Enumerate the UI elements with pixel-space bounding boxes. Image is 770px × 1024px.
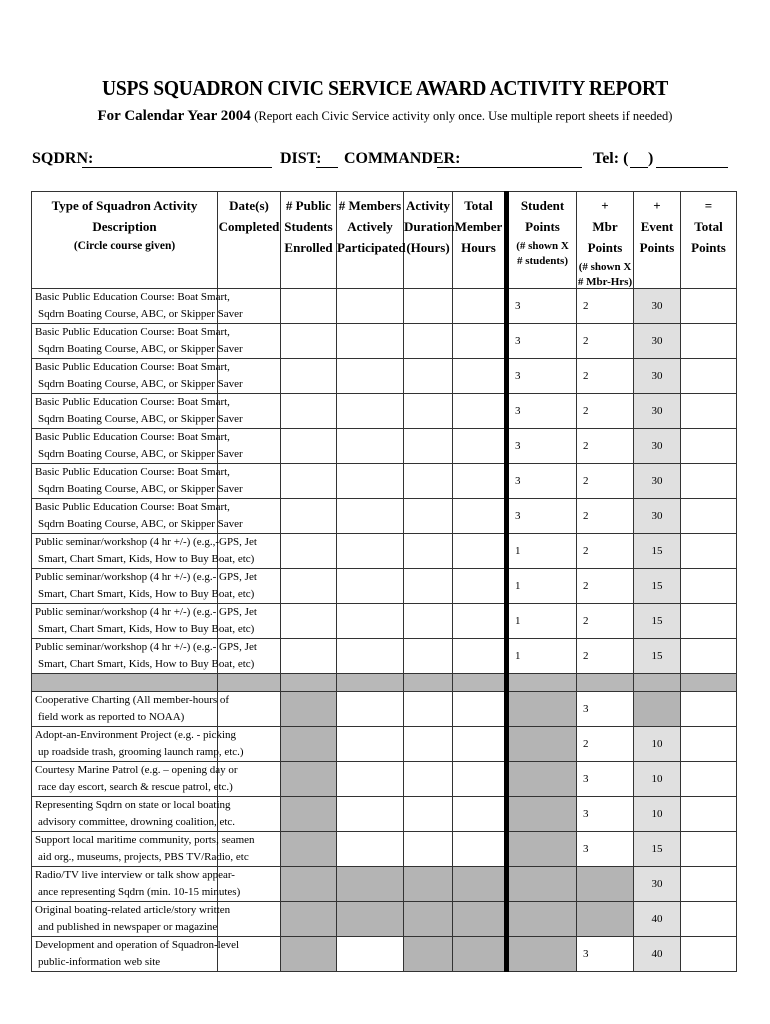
student-points-cell (507, 762, 577, 797)
sqdrn-label: SQDRN: (32, 150, 94, 167)
activity-row (32, 324, 737, 359)
total-points-cell[interactable] (681, 464, 737, 499)
member-hours-cell[interactable] (453, 639, 507, 674)
event-points-cell: 15 (634, 832, 681, 867)
public-students-cell[interactable] (281, 464, 337, 499)
members-participated-cell[interactable] (337, 464, 404, 499)
student-points-cell: 3 (507, 429, 577, 464)
activity-description: Basic Public Education Course: Boat Smart, Sqdrn Boating Course, ABC, or Skipper Saver (32, 464, 218, 499)
members-participated-cell[interactable] (337, 727, 404, 762)
student-points-cell: 1 (507, 569, 577, 604)
activity-duration-cell[interactable] (404, 762, 453, 797)
member-points-cell: 2 (577, 604, 634, 639)
event-points-cell: 40 (634, 937, 681, 972)
student-points-cell: 3 (507, 359, 577, 394)
event-points-cell: 30 (634, 867, 681, 902)
activity-duration-cell[interactable] (404, 639, 453, 674)
event-points-cell: 30 (634, 359, 681, 394)
activity-row (32, 639, 737, 674)
public-students-cell (281, 902, 337, 937)
tel-area-code-field[interactable] (630, 167, 648, 168)
activity-row (32, 692, 737, 727)
activity-description: Radio/TV live interview or talk show appear- ance representing Sqdrn (min. 10-15 minutes) (32, 867, 218, 902)
activity-duration-cell[interactable] (404, 464, 453, 499)
total-points-cell[interactable] (681, 692, 737, 727)
member-points-cell: 3 (577, 762, 634, 797)
student-points-cell (507, 902, 577, 937)
total-points-cell[interactable] (681, 832, 737, 867)
col-activity-duration: Activity Duration (Hours) (404, 192, 453, 289)
public-students-cell[interactable] (281, 324, 337, 359)
member-hours-cell[interactable] (453, 289, 507, 324)
public-students-cell[interactable] (281, 604, 337, 639)
student-points-cell (507, 727, 577, 762)
member-points-cell: 2 (577, 324, 634, 359)
members-participated-cell[interactable] (337, 762, 404, 797)
total-points-cell[interactable] (681, 534, 737, 569)
event-points-cell: 10 (634, 762, 681, 797)
event-points-cell: 10 (634, 727, 681, 762)
public-students-cell[interactable] (281, 289, 337, 324)
student-points-cell: 3 (507, 289, 577, 324)
total-points-cell[interactable] (681, 289, 737, 324)
student-points-cell: 1 (507, 534, 577, 569)
public-students-cell (281, 762, 337, 797)
activity-description: Support local maritime community, ports, seamen aid org., museums, projects, PBS TV/Radio, etc (32, 832, 218, 867)
event-points-cell: 15 (634, 569, 681, 604)
total-points-cell[interactable] (681, 429, 737, 464)
members-participated-cell[interactable] (337, 692, 404, 727)
member-points-cell: 3 (577, 937, 634, 972)
activity-duration-cell[interactable] (404, 832, 453, 867)
member-hours-cell[interactable] (453, 692, 507, 727)
col-activity-description: Type of Squadron Activity Description (Circle course given) (32, 192, 218, 289)
event-points-cell: 15 (634, 604, 681, 639)
event-points-cell: 15 (634, 534, 681, 569)
dist-field[interactable] (316, 167, 338, 168)
total-points-cell[interactable] (681, 569, 737, 604)
activity-duration-cell[interactable] (404, 534, 453, 569)
member-points-cell: 2 (577, 359, 634, 394)
public-students-cell (281, 867, 337, 902)
event-points-cell: 30 (634, 499, 681, 534)
col-member-points: + Mbr Points (# shown X # Mbr-Hrs) (577, 192, 634, 289)
report-title: USPS SQUADRON CIVIC SERVICE AWARD ACTIVITY REPORT (102, 76, 668, 100)
member-points-cell: 2 (577, 727, 634, 762)
total-points-cell[interactable] (681, 604, 737, 639)
public-students-cell (281, 692, 337, 727)
activity-description: Basic Public Education Course: Boat Smart, Sqdrn Boating Course, ABC, or Skipper Saver (32, 289, 218, 324)
member-points-cell: 2 (577, 639, 634, 674)
activity-duration-cell[interactable] (404, 359, 453, 394)
activity-duration-cell (404, 902, 453, 937)
event-points-cell: 15 (634, 639, 681, 674)
activity-row (32, 902, 737, 937)
event-points-cell: 30 (634, 429, 681, 464)
member-hours-cell[interactable] (453, 604, 507, 639)
public-students-cell[interactable] (281, 394, 337, 429)
activity-duration-cell[interactable] (404, 604, 453, 639)
event-points-cell: 30 (634, 324, 681, 359)
members-participated-cell (337, 867, 404, 902)
activity-duration-cell (404, 867, 453, 902)
public-students-cell (281, 797, 337, 832)
dist-label: DIST: (280, 150, 322, 167)
commander-label: COMMANDER: (344, 150, 461, 167)
activity-row (32, 569, 737, 604)
members-participated-cell[interactable] (337, 797, 404, 832)
event-points-cell (634, 692, 681, 727)
col-event-points: + Event Points (634, 192, 681, 289)
activity-duration-cell[interactable] (404, 797, 453, 832)
activity-description: Cooperative Charting (All member-hours of field work as reported to NOAA) (32, 692, 218, 727)
student-points-cell: 3 (507, 394, 577, 429)
member-points-cell: 2 (577, 429, 634, 464)
public-students-cell[interactable] (281, 359, 337, 394)
activity-description: Adopt-an-Environment Project (e.g. - picking up roadside trash, grooming launch ramp, etc.) (32, 727, 218, 762)
public-students-cell[interactable] (281, 499, 337, 534)
members-participated-cell (337, 902, 404, 937)
activity-row (32, 464, 737, 499)
activity-description: Public seminar/workshop (4 hr +/-) (e.g.- GPS, Jet Smart, Chart Smart, Kids, How to Buy Boat, etc) (32, 639, 218, 674)
member-hours-cell[interactable] (453, 569, 507, 604)
col-public-students: # Public Students Enrolled (281, 192, 337, 289)
activity-duration-cell[interactable] (404, 569, 453, 604)
member-hours-cell[interactable] (453, 534, 507, 569)
event-points-cell: 30 (634, 464, 681, 499)
activity-row (32, 499, 737, 534)
member-points-cell: 3 (577, 797, 634, 832)
student-points-cell: 3 (507, 499, 577, 534)
total-points-cell[interactable] (681, 727, 737, 762)
student-points-cell (507, 937, 577, 972)
public-students-cell[interactable] (281, 569, 337, 604)
event-points-cell: 30 (634, 289, 681, 324)
report-subtitle (0, 108, 770, 125)
activity-report-table (31, 191, 737, 972)
activity-row (32, 832, 737, 867)
student-points-cell: 1 (507, 639, 577, 674)
activity-duration-cell[interactable] (404, 692, 453, 727)
total-points-cell[interactable] (681, 902, 737, 937)
public-students-cell (281, 727, 337, 762)
member-hours-cell[interactable] (453, 499, 507, 534)
total-points-cell[interactable] (681, 797, 737, 832)
tel-close-paren: ) (648, 150, 654, 167)
public-students-cell (281, 832, 337, 867)
col-total-points: = Total Points (681, 192, 737, 289)
member-hours-cell (453, 867, 507, 902)
activity-row (32, 762, 737, 797)
activity-row (32, 604, 737, 639)
members-participated-cell[interactable] (337, 832, 404, 867)
activity-row (32, 429, 737, 464)
activity-description: Basic Public Education Course: Boat Smart, Sqdrn Boating Course, ABC, or Skipper Saver (32, 359, 218, 394)
activity-description: Public seminar/workshop (4 hr +/-) (e.g.,-GPS, Jet Smart, Chart Smart, Kids, How to Buy Boat, etc) (32, 534, 218, 569)
sqdrn-field[interactable] (82, 167, 272, 168)
public-students-cell (281, 937, 337, 972)
members-participated-cell[interactable] (337, 289, 404, 324)
public-students-cell[interactable] (281, 639, 337, 674)
activity-description: Public seminar/workshop (4 hr +/-) (e.g.- GPS, Jet Smart, Chart Smart, Kids, How to Buy Boat, etc) (32, 569, 218, 604)
activity-description: Basic Public Education Course: Boat Smart, Sqdrn Boating Course, ABC, or Skipper Saver (32, 394, 218, 429)
activity-duration-cell[interactable] (404, 429, 453, 464)
member-hours-cell[interactable] (453, 394, 507, 429)
member-points-cell: 3 (577, 832, 634, 867)
members-participated-cell[interactable] (337, 569, 404, 604)
member-hours-cell[interactable] (453, 762, 507, 797)
members-participated-cell[interactable] (337, 604, 404, 639)
student-points-cell: 3 (507, 464, 577, 499)
calendar-year-label: For Calendar Year 2004 (97, 108, 251, 124)
student-points-cell (507, 692, 577, 727)
activity-row (32, 937, 737, 972)
member-hours-cell (453, 902, 507, 937)
report-instructions: (Report each Civic Service activity only once. Use multiple report sheets if needed) (254, 109, 673, 123)
activity-row (32, 289, 737, 324)
column-header-row (32, 192, 737, 289)
members-participated-cell[interactable] (337, 324, 404, 359)
activity-row (32, 534, 737, 569)
student-points-cell: 1 (507, 604, 577, 639)
event-points-cell: 40 (634, 902, 681, 937)
activity-row (32, 727, 737, 762)
activity-description: Development and operation of Squadron-level public-information web site (32, 937, 218, 972)
members-participated-cell[interactable] (337, 534, 404, 569)
event-points-cell: 10 (634, 797, 681, 832)
activity-description: Public seminar/workshop (4 hr +/-) (e.g.- GPS, Jet Smart, Chart Smart, Kids, How to Buy Boat, etc) (32, 604, 218, 639)
tel-number-field[interactable] (656, 167, 728, 168)
member-points-cell: 2 (577, 394, 634, 429)
activity-description: Original boating-related article/story written and published in newspaper or magazine (32, 902, 218, 937)
member-hours-cell[interactable] (453, 832, 507, 867)
member-points-cell: 2 (577, 499, 634, 534)
student-points-cell (507, 797, 577, 832)
activity-duration-cell[interactable] (404, 727, 453, 762)
member-points-cell: 2 (577, 289, 634, 324)
student-points-cell: 3 (507, 324, 577, 359)
activity-description: Basic Public Education Course: Boat Smart, Sqdrn Boating Course, ABC, or Skipper Saver (32, 324, 218, 359)
total-points-cell[interactable] (681, 867, 737, 902)
total-points-cell[interactable] (681, 394, 737, 429)
section-separator-row (32, 674, 737, 692)
student-points-cell (507, 867, 577, 902)
event-points-cell: 30 (634, 394, 681, 429)
total-points-cell[interactable] (681, 762, 737, 797)
public-students-cell[interactable] (281, 534, 337, 569)
members-participated-cell[interactable] (337, 394, 404, 429)
members-participated-cell[interactable] (337, 639, 404, 674)
members-participated-cell[interactable] (337, 937, 404, 972)
activity-duration-cell (404, 937, 453, 972)
activity-description: Basic Public Education Course: Boat Smart, Sqdrn Boating Course, ABC, or Skipper Saver (32, 499, 218, 534)
member-hours-cell[interactable] (453, 797, 507, 832)
activity-duration-cell[interactable] (404, 324, 453, 359)
member-hours-cell[interactable] (453, 324, 507, 359)
member-points-cell: 2 (577, 534, 634, 569)
member-hours-cell[interactable] (453, 727, 507, 762)
activity-row (32, 394, 737, 429)
member-points-cell: 2 (577, 569, 634, 604)
activity-duration-cell[interactable] (404, 394, 453, 429)
student-points-cell (507, 832, 577, 867)
activity-duration-cell[interactable] (404, 499, 453, 534)
col-student-points: Student Points (# shown X # students) (507, 192, 577, 289)
member-points-cell (577, 902, 634, 937)
total-points-cell[interactable] (681, 324, 737, 359)
total-points-cell[interactable] (681, 937, 737, 972)
total-points-cell[interactable] (681, 499, 737, 534)
activity-row (32, 867, 737, 902)
member-hours-cell[interactable] (453, 429, 507, 464)
member-hours-cell[interactable] (453, 359, 507, 394)
commander-field[interactable] (437, 167, 582, 168)
public-students-cell[interactable] (281, 429, 337, 464)
member-hours-cell[interactable] (453, 464, 507, 499)
col-total-member-hours: Total Member Hours (453, 192, 507, 289)
members-participated-cell[interactable] (337, 429, 404, 464)
total-points-cell[interactable] (681, 639, 737, 674)
activity-row (32, 359, 737, 394)
activity-description: Basic Public Education Course: Boat Smart, Sqdrn Boating Course, ABC, or Skipper Saver (32, 429, 218, 464)
squadron-info-line (32, 150, 738, 170)
members-participated-cell[interactable] (337, 499, 404, 534)
member-hours-cell (453, 937, 507, 972)
activity-duration-cell[interactable] (404, 289, 453, 324)
col-members-participated: # Members Actively Participated (337, 192, 404, 289)
activity-row (32, 797, 737, 832)
col-dates-completed: Date(s) Completed (218, 192, 281, 289)
member-points-cell: 2 (577, 464, 634, 499)
member-points-cell (577, 867, 634, 902)
members-participated-cell[interactable] (337, 359, 404, 394)
member-points-cell: 3 (577, 692, 634, 727)
activity-description: Courtesy Marine Patrol (e.g. – opening day or race day escort, search & rescue patrol, etc.) (32, 762, 218, 797)
total-points-cell[interactable] (681, 359, 737, 394)
tel-label: Tel: ( (593, 150, 629, 167)
activity-description: Representing Sqdrn on state or local boating advisory committee, drowning coalition, etc. (32, 797, 218, 832)
